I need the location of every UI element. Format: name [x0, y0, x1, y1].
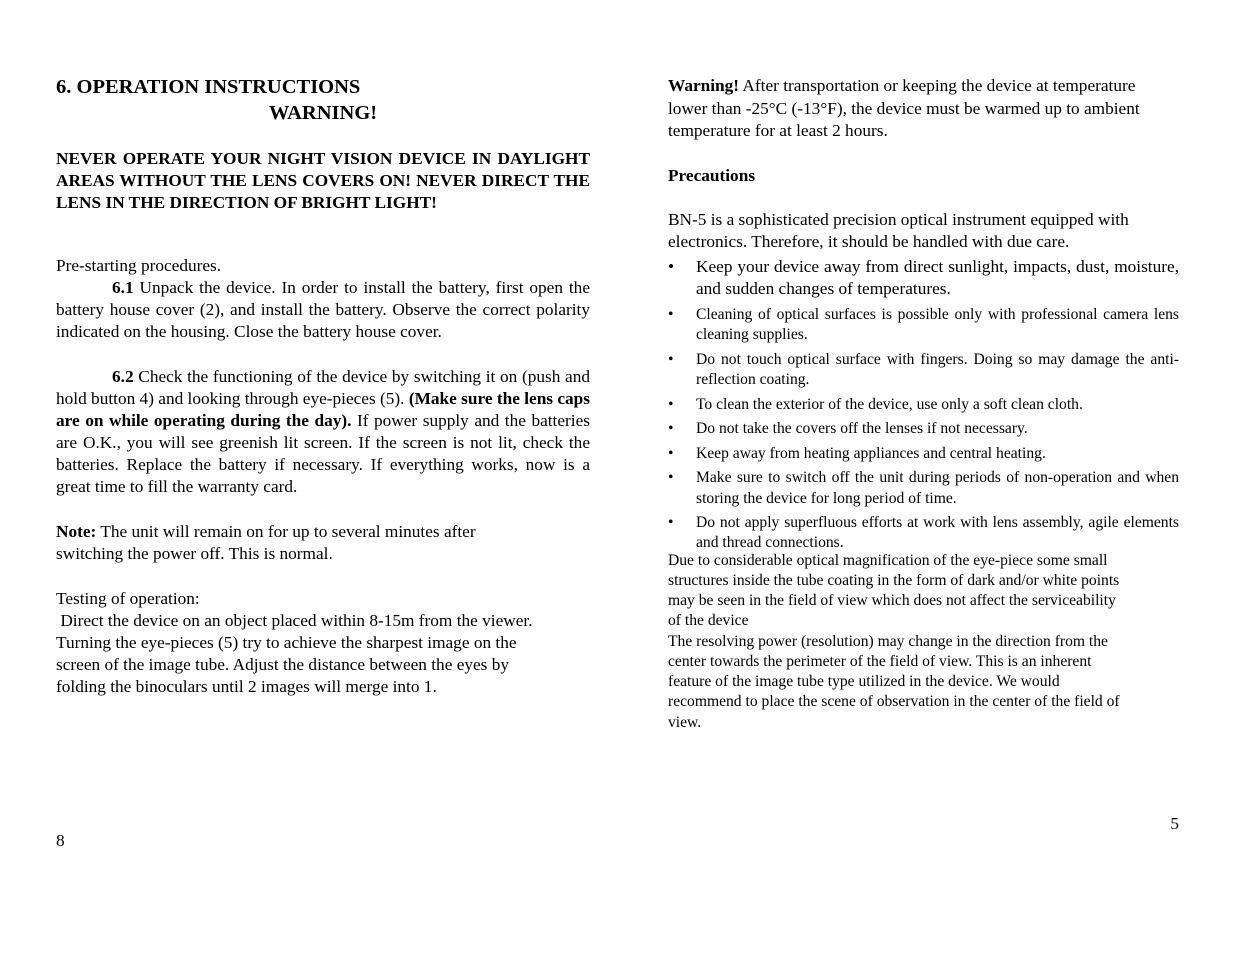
precautions-list: [668, 256, 1179, 558]
step-6-2-text-a: Check the functioning of the device by switching it on (push and hold button 4) and looking through eye-pieces (5).: [56, 367, 590, 408]
testing-line-4: folding the binoculars until 2 images will merge into 1.: [56, 677, 437, 696]
step-6-1: [56, 277, 590, 343]
list-item: • Keep away from heating appliances and central heating.: [668, 444, 1179, 464]
bullet-icon: •: [668, 444, 674, 462]
bullet-icon: •: [668, 469, 674, 487]
warning-text-1: After transportation or keeping the device at temperature: [739, 76, 1136, 95]
note-line-1: [56, 521, 590, 543]
step-6-1-number: 6.1: [112, 278, 134, 297]
warning-line-2: lower than -25°C (-13°F), the device must be warmed up to ambient: [668, 99, 1140, 118]
step-6-2-number: 6.2: [112, 367, 134, 386]
warning-line-1: [668, 75, 1179, 98]
magnification-line-1: Due to considerable optical magnification of the eye-piece some small: [668, 552, 1108, 569]
list-item: • Keep your device away from direct sunlight, impacts, dust, moisture, and sudden changes of temperatures.: [668, 257, 1179, 298]
list-item: • Do not take the covers off the lenses if not necessary.: [668, 419, 1179, 439]
resolution-line-4: recommend to place the scene of observation in the center of the field of: [668, 693, 1120, 710]
testing-line-2: Turning the eye-pieces (5) try to achieve the sharpest image on the: [56, 633, 517, 652]
step-6-1-text: Unpack the device. In order to install the battery, first open the battery house cover (2), and install the battery. Observe the correct polarity indicated on the housing. Close the battery house cover.: [56, 278, 590, 341]
bullet-icon: •: [668, 420, 674, 438]
step-6-2-bold: (Make sure the lens caps are on while operating during the day).: [56, 389, 591, 430]
resolution-line-3: feature of the image tube type utilized in the device. We would: [668, 673, 1060, 690]
bullet-icon: •: [668, 395, 674, 413]
testing-line-1: Direct the device on an object placed within 8-15m from the viewer.: [56, 611, 533, 630]
magnification-line-4: of the device: [668, 612, 749, 629]
warning-body: NEVER OPERATE YOUR NIGHT VISION DEVICE IN DAYLIGHT AREAS WITHOUT THE LENS COVERS ON! NEVER DIRECT THE LENS IN THE DIRECTION OF BRIGHT LIGHT!: [56, 149, 590, 212]
section-heading: 6. OPERATION INSTRUCTIONS: [56, 76, 361, 98]
list-item: • Do not apply superfluous efforts at work with lens assembly, agile elements and thread connections.: [668, 514, 1179, 552]
prestart-title: Pre-starting procedures.: [56, 256, 222, 275]
warning-title: WARNING!: [268, 102, 378, 124]
bullet-icon: •: [668, 306, 674, 323]
testing-title: Testing of operation:: [56, 589, 200, 608]
note-label: Note:: [56, 522, 97, 541]
list-item: • To clean the exterior of the device, use only a soft clean cloth.: [668, 395, 1179, 415]
bullet-icon: •: [668, 257, 675, 276]
list-item: • Cleaning of optical surfaces is possible only with professional camera lens cleaning supplies.: [668, 306, 1179, 344]
testing-line-3: screen of the image tube. Adjust the distance between the eyes by: [56, 655, 509, 674]
intro-line-2: electronics. Therefore, it should be handled with due care.: [668, 232, 1070, 251]
page-number-right: 5: [1170, 814, 1179, 833]
magnification-line-2: structures inside the tube coating in the form of dark and/or white points: [668, 572, 1120, 589]
warning-label: Warning!: [668, 76, 740, 95]
bullet-icon: •: [668, 514, 674, 532]
magnification-line-3: may be seen in the field of view which does not affect the serviceability: [668, 592, 1116, 609]
bullet-icon: •: [668, 350, 674, 368]
note-line-2: switching the power off. This is normal.: [56, 544, 333, 563]
precautions-title: Precautions: [668, 166, 756, 185]
step-6-2-text-b: If power supply and the batteries are O.K., you will see greenish lit screen. If the screen is not lit, check the batteries. Replace the battery if necessary. If everything works, now is a great time to fill the warranty card.: [56, 411, 590, 496]
list-item: • Make sure to switch off the unit during periods of non-operation and when storing the device for long period of time.: [668, 469, 1179, 507]
resolution-line-5: view.: [668, 714, 702, 731]
list-item: • Do not touch optical surface with fingers. Doing so may damage the anti-reflection coating.: [668, 350, 1179, 388]
warning-line-3: temperature for at least 2 hours.: [668, 121, 888, 140]
resolution-line-1: The resolving power (resolution) may change in the direction from the: [668, 633, 1108, 650]
step-6-2: [56, 366, 590, 498]
resolution-line-2: center towards the perimeter of the field of view. This is an inherent: [668, 653, 1092, 670]
page-number-left: 8: [56, 831, 65, 850]
note-text-1: The unit will remain on for up to several minutes after: [96, 522, 476, 541]
intro-line-1: BN-5 is a sophisticated precision optical instrument equipped with: [668, 210, 1129, 229]
